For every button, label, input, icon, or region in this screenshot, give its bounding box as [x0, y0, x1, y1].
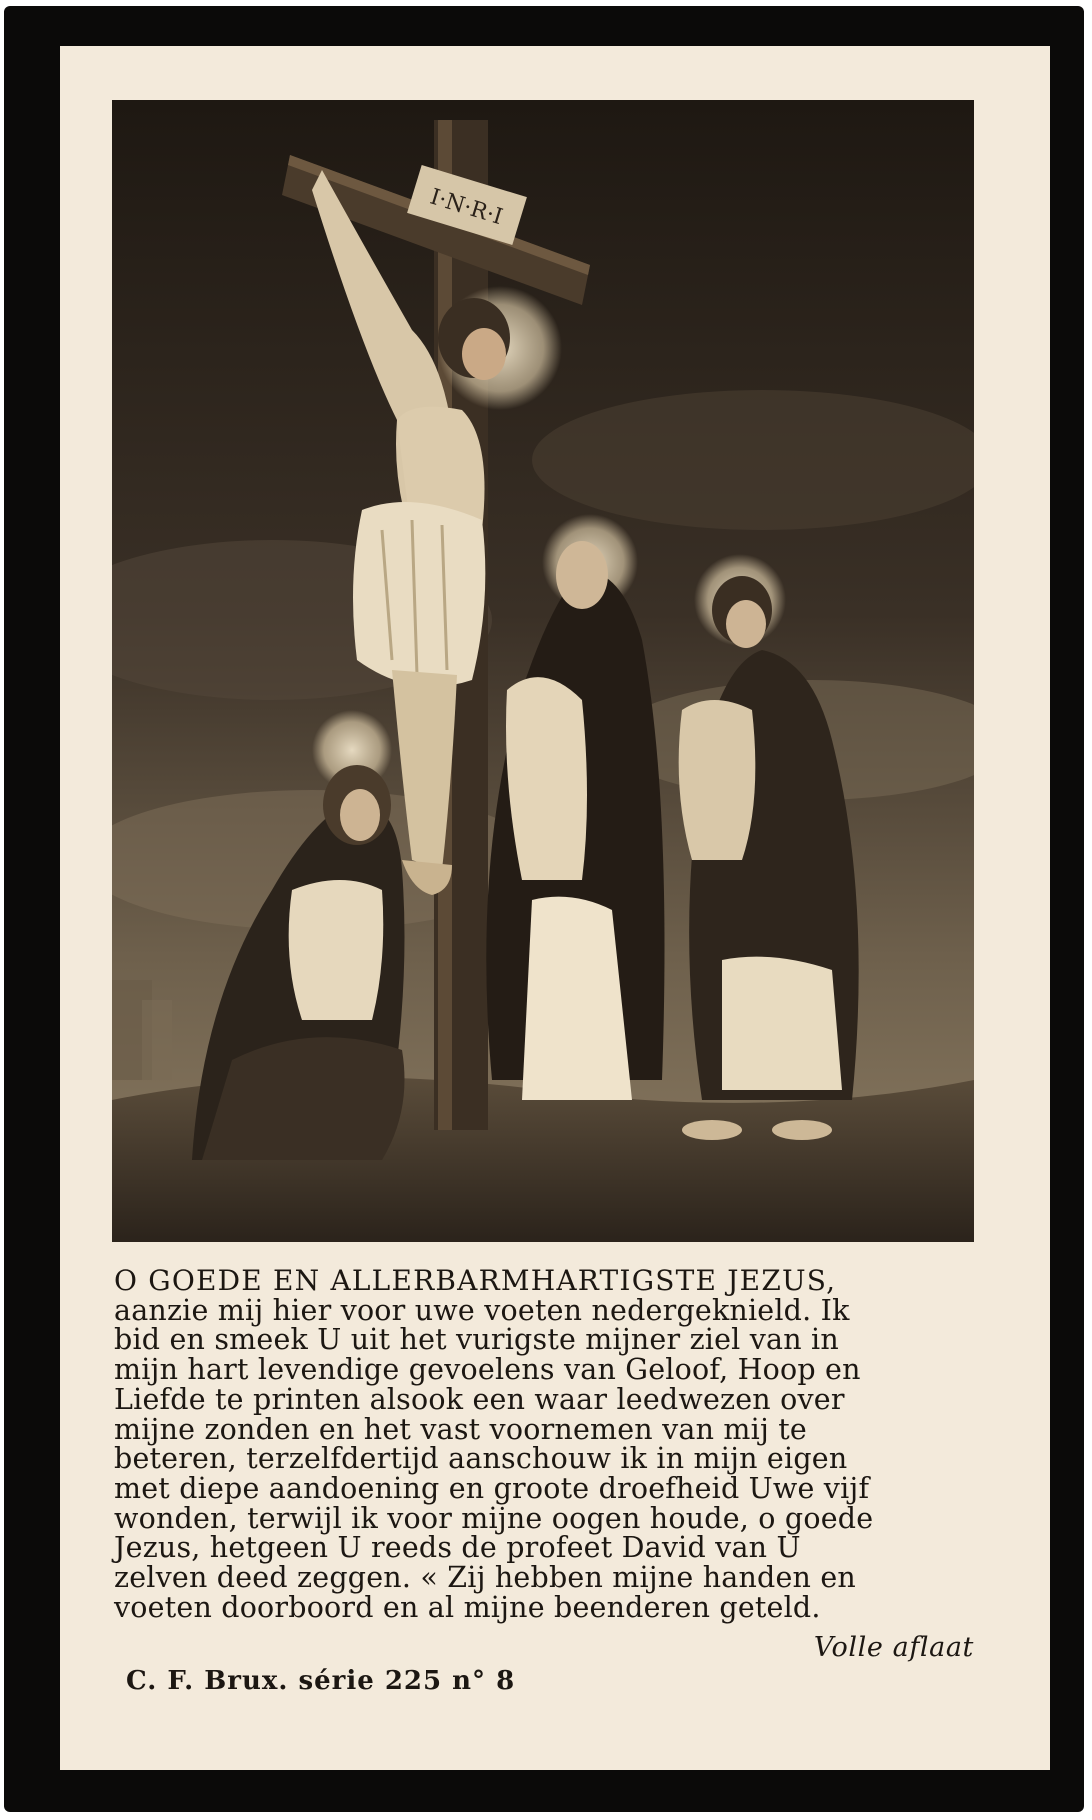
prayer-line: zelven deed zeggen. « Zij hebben mijne handen en	[114, 1561, 856, 1595]
prayer-line: beteren, terzelfdertijd aanschouw ik in mijn eigen	[114, 1442, 848, 1476]
prayer-line: voeten doorboord en al mijne beenderen geteld.	[114, 1590, 821, 1624]
prayer-line: mijne zonden en het vast voornemen van mij te	[114, 1412, 807, 1446]
crucifixion-illustration	[112, 100, 974, 1242]
crucifixion-scene-image	[112, 100, 974, 1242]
publisher-imprint: C. F. Brux. série 225 n° 8	[126, 1666, 516, 1696]
prayer-heading: O GOEDE EN ALLERBARMHARTIGSTE JEZUS,	[114, 1264, 837, 1297]
prayer-line: Liefde te printen alsook een waar leedwezen over	[114, 1382, 845, 1416]
prayer-line: met diepe aandoening en groote droefheid Uwe vijf	[114, 1471, 870, 1505]
prayer-line: Jezus, hetgeen U reeds de profeet David van U	[114, 1531, 801, 1565]
prayer-text	[114, 1266, 986, 1622]
prayer-line: mijn hart levendige gevoelens van Geloof, Hoop en	[114, 1353, 861, 1387]
inri-inscription: I·N·R·I	[427, 184, 506, 231]
indulgence-note: Volle aflaat	[813, 1632, 974, 1663]
prayer-line: wonden, terwijl ik voor mijne oogen houde, o goede	[114, 1501, 874, 1535]
prayer-line: aanzie mij hier voor uwe voeten nedergeknield. Ik	[114, 1293, 850, 1327]
prayer-line: bid en smeek U uit het vurigste mijner ziel van in	[114, 1323, 839, 1357]
